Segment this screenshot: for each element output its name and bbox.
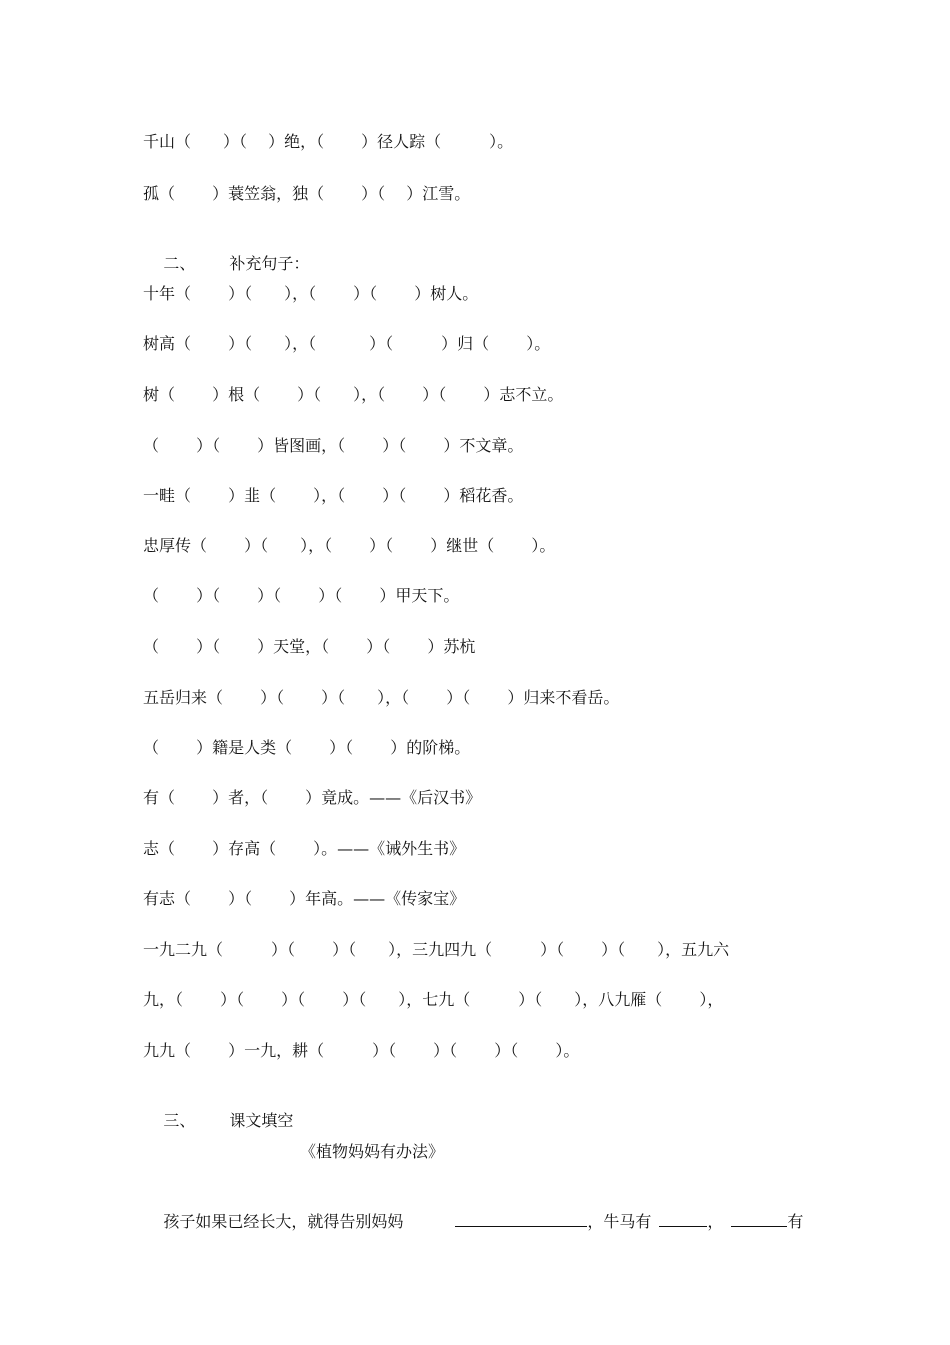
section-3-heading bbox=[143, 1091, 294, 1130]
section-3-number: 三、 bbox=[163, 1111, 196, 1130]
section-2-title: 补充句子： bbox=[229, 254, 310, 273]
sentence-line: （ ）籍是人类（ ）（ ）的阶梯。 bbox=[143, 738, 471, 757]
sentence-line: 有（ ）者，（ ）竟成。——《后汉书》 bbox=[143, 788, 482, 807]
fill-separator-1: ，牛马有 bbox=[587, 1212, 652, 1231]
sentence-line: 九九（ ）一九，耕（ ）（ ）（ ）（ ）。 bbox=[143, 1041, 580, 1060]
fill-separator-2: ， bbox=[707, 1212, 724, 1231]
sentence-line: 树高（ ）（ ），（ ）（ ）归（ ）。 bbox=[143, 334, 551, 353]
sentence-line: 十年（ ）（ ），（ ）（ ）树人。 bbox=[143, 284, 479, 303]
answer-blank-3[interactable] bbox=[731, 1212, 787, 1227]
fill-prefix: 孩子如果已经长大，就得告别妈妈 bbox=[163, 1212, 404, 1231]
section-2-heading bbox=[143, 234, 310, 273]
lesson-title: 《植物妈妈有办法》 bbox=[300, 1142, 445, 1161]
sentence-line: 一九二九（ ）（ ）（ ），三九四九（ ）（ ）（ ），五九六 bbox=[143, 940, 730, 959]
answer-blank-2[interactable] bbox=[659, 1212, 707, 1227]
sentence-line: 树（ ）根（ ）（ ），（ ）（ ）志不立。 bbox=[143, 385, 564, 404]
fill-in-line bbox=[143, 1192, 804, 1231]
sentence-line: 志（ ）存高（ ）。——《诫外生书》 bbox=[143, 839, 466, 858]
section-3-title: 课文填空 bbox=[229, 1111, 294, 1130]
fill-suffix: 有 bbox=[787, 1212, 804, 1231]
sentence-line: 五岳归来（ ）（ ）（ ），（ ）（ ）归来不看岳。 bbox=[143, 688, 620, 707]
sentence-line: 九，（ ）（ ）（ ）（ ），七九（ ）（ ），八九雁（ ）， bbox=[143, 990, 724, 1009]
sentence-line: 忠厚传（ ）（ ），（ ）（ ）继世（ ）。 bbox=[143, 536, 556, 555]
sentence-line: （ ）（ ）皆图画，（ ）（ ）不文章。 bbox=[143, 436, 524, 455]
poem-line-2: 孤（ ）蓑笠翁，独（ ）（ ）江雪。 bbox=[143, 184, 471, 203]
sentence-line: 一畦（ ）韭（ ），（ ）（ ）稻花香。 bbox=[143, 486, 524, 505]
sentence-line: 有志（ ）（ ）年高。——《传家宝》 bbox=[143, 889, 466, 908]
sentence-line: （ ）（ ）（ ）（ ）甲天下。 bbox=[143, 586, 460, 605]
section-2-number: 二、 bbox=[163, 254, 196, 273]
poem-line-1: 千山（ ）（ ）绝，（ ）径人踪（ ）。 bbox=[143, 132, 514, 151]
sentence-line: （ ）（ ）天堂，（ ）（ ）苏杭 bbox=[143, 637, 476, 656]
answer-blank-1[interactable] bbox=[455, 1212, 587, 1227]
